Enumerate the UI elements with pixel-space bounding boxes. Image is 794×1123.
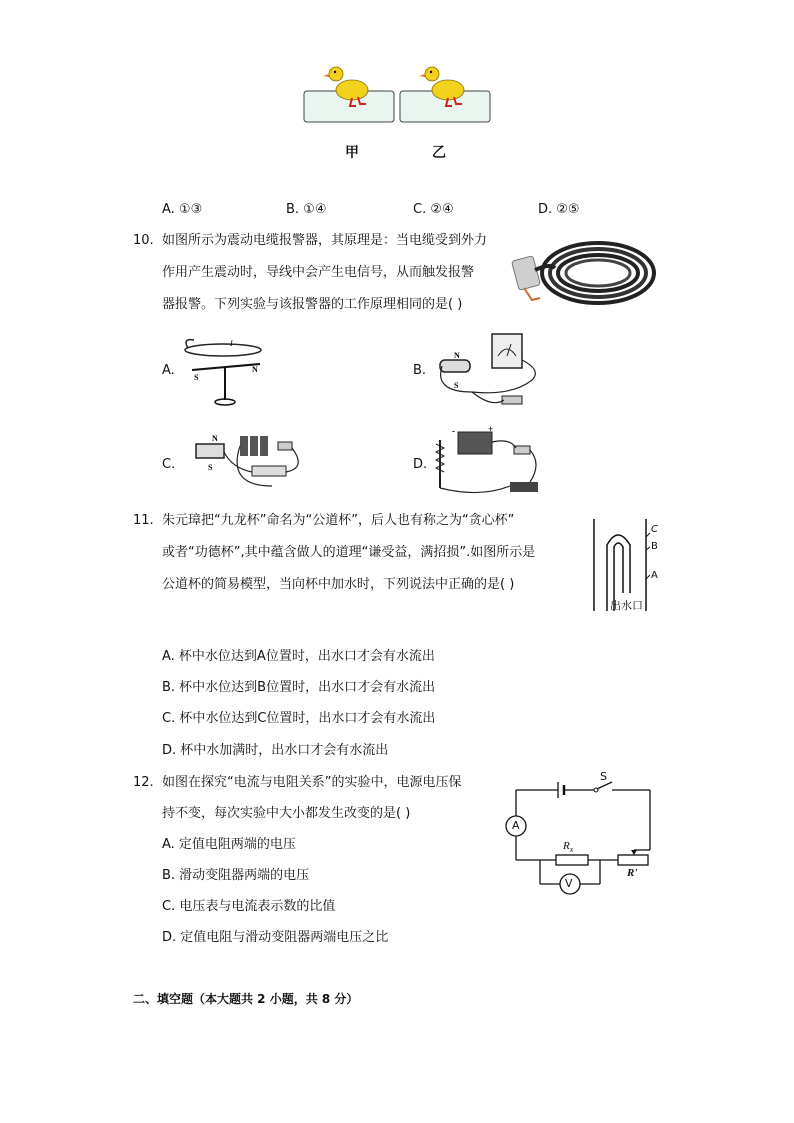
svg-text:I: I [230, 339, 233, 348]
svg-text:N: N [212, 434, 218, 443]
q12-switch-label: S [600, 770, 607, 783]
q11-option-d: D. 杯中水加满时，出水口才会有水流出 [162, 743, 389, 758]
q12-rp-label: R' [627, 867, 638, 879]
q12-rx-letter: R [563, 840, 570, 852]
q10-option-d: D. [413, 457, 428, 472]
q11-label-a: A [651, 570, 658, 581]
figure-label-yi: 乙 [432, 145, 446, 161]
q10-figure-a-image [178, 332, 268, 410]
q11-option-a: A. 杯中水位达到A位置时，出水口才会有水流出 [162, 649, 435, 664]
q10-figure-d-image [430, 424, 545, 500]
q12-option-c: C. 电压表与电流表示数的比值 [162, 899, 336, 914]
q11-line-3: 公道杯的简易模型，当向杯中加水时，下列说法中正确的是( ) [162, 577, 515, 592]
q12-voltmeter-label: V [565, 877, 573, 890]
section-2-title: 二、填空题（本大题共 2 小题，共 8 分） [133, 992, 359, 1006]
figure-label-jia: 甲 [345, 145, 359, 161]
q11-line-1: 朱元璋把“九龙杯”命名为“公道杯”，后人也有称之为“贪心杯” [162, 513, 515, 528]
q9-option-a: A. ①③ [162, 202, 203, 217]
q11-line-2: 或者“功德杯”,其中蕴含做人的道理“谦受益，满招损”.如图所示是 [162, 545, 536, 560]
q10-figure-b-image [432, 330, 547, 412]
q10-figure-c-image [182, 428, 317, 494]
q10-line-1: 如图所示为震动电缆报警器，其原理是：当电缆受到外力 [162, 233, 488, 248]
q9-option-d: D. ②⑤ [538, 202, 580, 217]
q12-option-b: B. 滑动变阻器两端的电压 [162, 868, 310, 883]
q11-number: 11. [133, 513, 154, 528]
q12-option-a: A. 定值电阻两端的电压 [162, 837, 296, 852]
q9-option-c: C. ②④ [413, 202, 454, 217]
duck-figure [300, 60, 496, 126]
q12-option-d: D. 定值电阻与滑动变阻器两端电压之比 [162, 930, 389, 945]
svg-text:S: S [454, 381, 459, 390]
svg-text:S: S [208, 463, 213, 472]
q11-outlet-label: 出水口 [610, 599, 643, 612]
q12-line-2: 持不变，每次实验中大小都发生改变的是( ) [162, 806, 411, 821]
q10-number: 10. [133, 233, 154, 248]
svg-text:+: + [488, 424, 494, 434]
q11-option-b: B. 杯中水位达到B位置时，出水口才会有水流出 [162, 680, 436, 695]
svg-text:-: - [452, 426, 455, 436]
q9-option-b: B. ①④ [286, 202, 327, 217]
q10-line-3: 器报警。下列实验与该报警器的工作原理相同的是( ) [162, 297, 463, 312]
q10-option-a: A. [162, 363, 175, 378]
q11-label-c: C [651, 524, 658, 535]
svg-text:N: N [252, 365, 258, 374]
q12-rx-subscript: x [569, 845, 574, 855]
q12-rx-label [563, 838, 573, 858]
cable-alarm-image [510, 228, 660, 313]
q12-ammeter-label: A [512, 819, 520, 832]
q10-option-b: B. [413, 363, 427, 378]
q12-line-1: 如图在探究“电流与电阻关系”的实验中，电源电压保 [162, 775, 462, 790]
q10-option-c: C. [162, 457, 176, 472]
q11-label-b: B [651, 541, 658, 552]
q12-number: 12. [133, 775, 154, 790]
q11-option-c: C. 杯中水位达到C位置时，出水口才会有水流出 [162, 711, 436, 726]
svg-text:S: S [194, 373, 199, 382]
svg-text:N: N [454, 351, 460, 360]
q10-line-2: 作用产生震动时，导线中会产生电信号，从而触发报警 [162, 265, 475, 280]
